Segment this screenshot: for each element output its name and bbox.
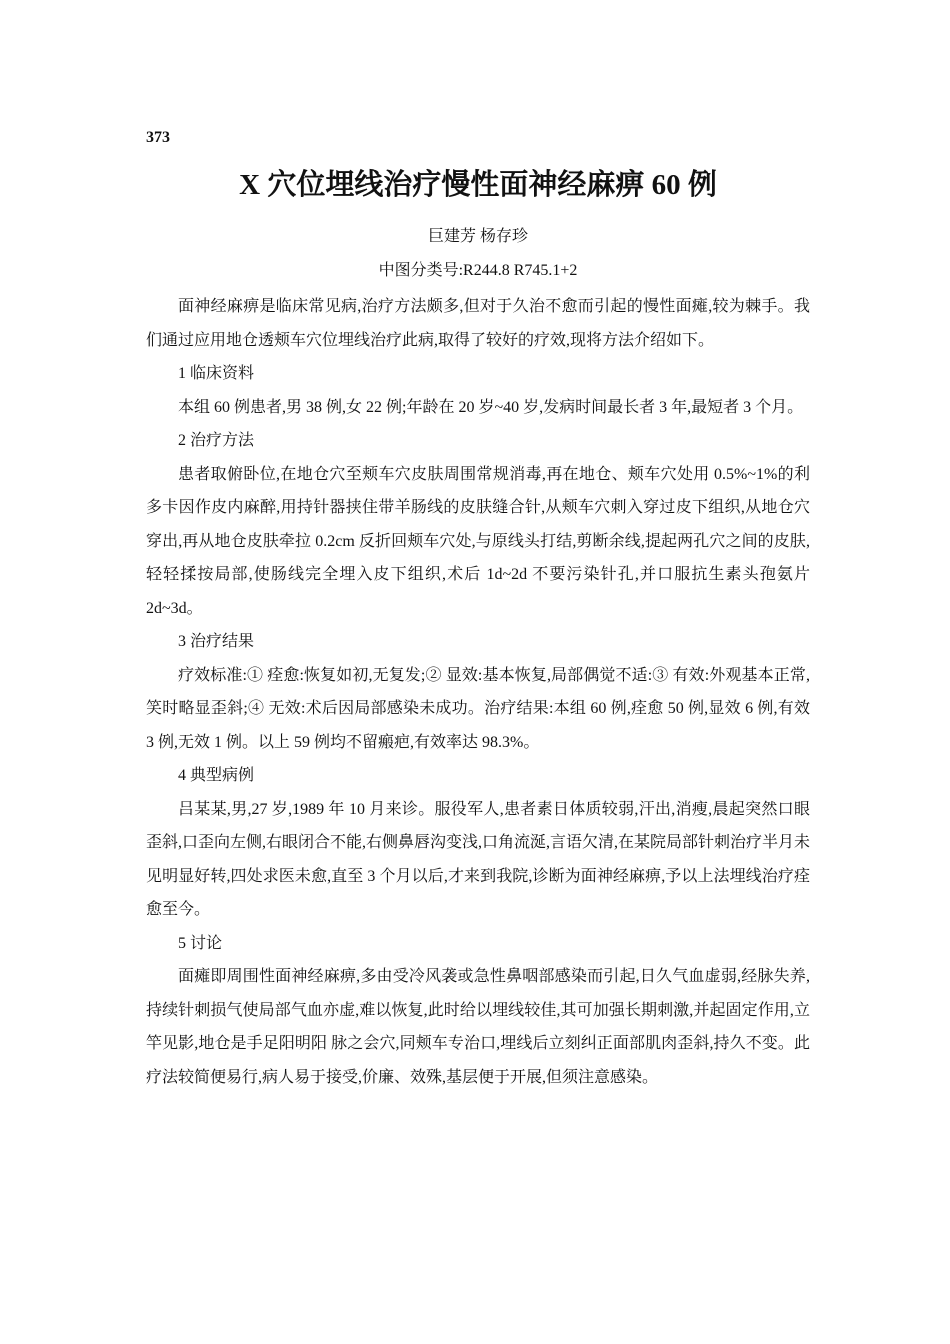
treatment-results-paragraph: 疗效标准:① 痊愈:恢复如初,无复发;② 显效:基本恢复,局部偶觉不适:③ 有效:外观基本正常,笑时略显歪斜;④ 无效:术后因局部感染未成功。治疗结果:本组 60 例,痊愈 50 例,显效 6 例,有效 3 例,无效 1 例。以上 59 例均不留瘢疤,有效率达 98.3%。 xyxy=(146,666,810,751)
section-heading-treatment-method: 2 治疗方法 xyxy=(178,432,255,449)
section-heading-typical-case: 4 典型病例 xyxy=(178,767,255,784)
typical-case-paragraph: 吕某某,男,27 岁,1989 年 10 月来诊。服役军人,患者素日体质较弱,汗出,消瘦,晨起突然口眼歪斜,口歪向左侧,右眼闭合不能,右侧鼻唇沟变浅,口角流涎,言语欠清,在某院局部针刺治疗半月未见明显好转,四处求医未愈,直至 3 个月以后,才来到我院,诊断为面神经麻痹,予以上法埋线治疗痊愈至今。 xyxy=(146,800,811,918)
intro-paragraph: 面神经麻痹是临床常见病,治疗方法颇多,但对于久治不愈而引起的慢性面瘫,较为棘手。我们通过应用地仓透颊车穴位埋线治疗此病,取得了较好的疗效,现将方法介绍如下。 xyxy=(146,298,810,349)
section-heading-discussion: 5 讨论 xyxy=(178,934,223,952)
article-body xyxy=(146,290,810,1094)
article-title: X 穴位埋线治疗慢性面神经麻痹 60 例 xyxy=(239,169,717,201)
section-heading-clinical-data: 1 临床资料 xyxy=(178,365,255,382)
clinical-data-paragraph: 本组 60 例患者,男 38 例,女 22 例;年龄在 20 岁~40 岁,发病时间最长者 3 年,最短者 3 个月。 xyxy=(178,398,804,416)
authors: 巨建芳 杨存珍 xyxy=(427,228,528,245)
section-heading-treatment-results: 3 治疗结果 xyxy=(178,633,255,650)
classification-number: 中图分类号:R244.8 R745.1+2 xyxy=(378,262,578,279)
treatment-method-paragraph: 患者取俯卧位,在地仓穴至颊车穴皮肤周围常规消毒,再在地仓、颊车穴处用 0.5%~1%的利多卡因作皮内麻醉,用持针器挟住带羊肠线的皮肤缝合针,从颊车穴刺入穿过皮下组织,从地仓穴穿出,再从地仓皮肤牵拉 0.2cm 反折回颊车穴处,与原线头打结,剪断余线,提起两孔穴之间的皮肤,轻轻揉按局部,使肠线完全埋入皮下组织,术后 1d~2d 不要污染针孔,并口服抗生素头孢氨片 2d~3d。 xyxy=(146,465,810,617)
discussion-paragraph: 面瘫即周围性面神经麻痹,多由受冷风袭或急性鼻咽部感染而引起,日久气血虚弱,经脉失养,持续针刺损气使局部气血亦虚,难以恢复,此时给以埋线较佳,其可加强长期刺激,并起固定作用,立竿见影,地仓是手足阳明阳 脉之会穴,同颊车专治口,埋线后立刻纠正面部肌肉歪斜,持久不变。此疗法较简便易行,病人易于接受,价廉、效殊,基层便于开展,但须注意感染。 xyxy=(146,968,810,1086)
page-number: 373 xyxy=(146,129,170,146)
